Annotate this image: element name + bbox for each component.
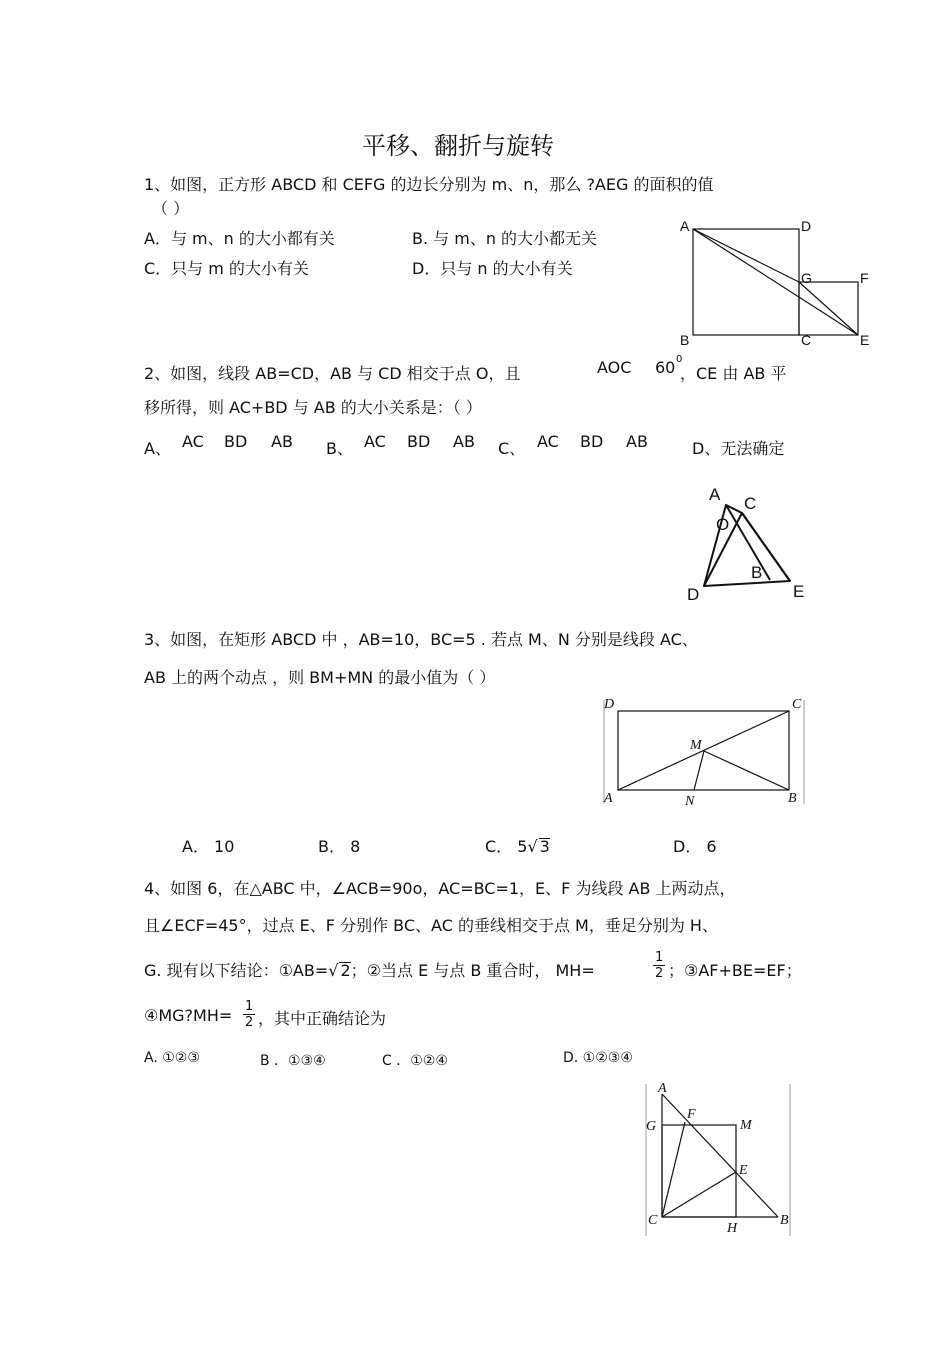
q3-label-c: C [792,697,802,712]
q2-option-b-term1: AC [364,432,386,451]
q4-frac-num: 1 [655,950,664,965]
q4-sqrt-radical: √ [328,961,339,980]
q3-stem-line1: 3、如图，在矩形 ABCD 中 ，AB=10，BC=5 . 若点 M、N 分别是线段 AC、 [144,630,698,649]
q3-stem-line2: AB 上的两个动点 ，则 BM+MN 的最小值为（ ） [144,668,496,687]
q4-stem-line3 [144,958,595,981]
q4-frac2-num: 1 [245,999,254,1014]
q3-option-a: A． 10 [182,837,235,856]
q2-figure [680,480,810,605]
page-title: 平移、翻折与旋转 [362,132,554,160]
q1-label-b: B [680,332,690,348]
q4-label-f: F [687,1107,696,1122]
q2-label-a: A [709,485,721,504]
q2-label-d: D [687,585,700,604]
q2-angle-value: 60 [655,358,676,377]
q2-stem-line2: 移所得，则 AC+BD 与 AB 的大小关系是：（ ） [144,398,482,417]
q4-label-e: E [739,1163,748,1178]
q4-label-h: H [727,1221,738,1236]
q2-option-b-term3: AB [453,432,475,451]
q1-option-a: A．与 m、n 的大小都有关 [144,229,335,248]
q3-label-b: B [788,791,797,806]
q2-option-c-term3: AB [626,432,648,451]
q3-label-n: N [685,794,695,809]
q2-option-b-term2: BD [407,432,431,451]
q2-stem-part2: ，CE 由 AB 平 [680,364,787,383]
square-abcd [693,229,799,335]
q3-figure [598,694,810,812]
q2-label-b: B [751,563,763,582]
q3-label-m: M [690,738,702,753]
q2-label-o: O [716,515,730,534]
q2-option-c-label: C、 [498,439,526,458]
q1-stem-line1: 1、如图，正方形 ABCD 和 CEFG 的边长分别为 m、n，那么 ?AEG 的面积的值 [144,175,714,194]
q2-degree-mark: 0 [676,354,683,365]
q1-option-d: D．只与 n 的大小有关 [412,259,573,278]
q2-option-a-term1: AC [182,432,204,451]
q3-sqrt-radical: √ [527,837,538,856]
q4-frac-den: 2 [655,966,664,981]
q4-option-c: C ．①②④ [382,1053,448,1069]
q3-option-b: B． 8 [318,837,361,856]
q4-sqrt-radicand: 2 [340,961,351,980]
q4-stem-line4-b: ，其中正确结论为 [258,1009,387,1028]
q4-label-b: B [780,1213,789,1228]
q3-option-d: D． 6 [673,837,717,856]
q4-stem-line3-b: ；②当点 E 与点 B 重合时， MH= [350,961,595,980]
q4-label-m: M [740,1118,752,1133]
q4-option-d: D. ①②③④ [563,1050,633,1066]
q3-label-d: D [604,697,615,712]
q2-option-c-term2: BD [580,432,604,451]
q2-option-a-term2: BD [224,432,248,451]
q4-stem-line1: 4、如图 6，在△ABC 中，∠ACB=90o，AC=BC=1，E、F 为线段 AB 上两动点， [144,879,736,898]
q1-label-g: G [801,270,812,286]
q1-label-c: C [801,332,812,348]
q4-fraction-mg-mh [243,999,255,1030]
q3-option-c [485,834,550,857]
q2-option-a-label: A、 [144,439,171,458]
q4-option-b: B ．①③④ [260,1053,326,1069]
q2-stem-part1: 2、如图，线段 AB=CD，AB 与 CD 相交于点 O，且 [144,364,521,383]
q2-option-d: D、无法确定 [692,439,785,458]
q4-fraction-mh [653,950,665,981]
q3-label-a: A [604,791,613,806]
q1-stem-line2: （ ） [152,199,190,218]
q4-stem-line4-a: ④MG?MH= [144,1006,233,1025]
q4-stem-line3-c: ；③AF+BE=EF； [668,961,802,980]
q1-label-d: D [801,218,812,234]
q3-sqrt-radicand: 3 [539,837,550,856]
q2-label-e: E [793,582,805,601]
q4-figure [640,1080,796,1240]
q2-option-c-term1: AC [537,432,559,451]
q1-label-a: A [680,218,690,234]
q2-angle-name: AOC [597,358,632,377]
q1-label-e: E [860,332,870,348]
q1-option-c: C．只与 m 的大小有关 [144,259,309,278]
q1-label-f: F [860,270,869,286]
q4-frac2-den: 2 [245,1015,254,1030]
q4-label-c: C [648,1213,658,1228]
q2-option-b-label: B、 [326,439,353,458]
q4-stem-line3-a: G. 现有以下结论：①AB= [144,961,329,980]
q2-label-c: C [744,494,757,513]
q3-option-c-prefix: C． 5 [485,837,528,856]
q4-stem-line2: 且∠ECF=45°，过点 E、F 分别作 BC、AC 的垂线相交于点 M，垂足分别为 H、 [144,916,718,935]
q2-option-a-term3: AB [271,432,293,451]
q1-option-b: B. 与 m、n 的大小都无关 [412,229,598,248]
q4-label-a: A [658,1081,667,1096]
q4-option-a: A. ①②③ [144,1050,200,1066]
q1-figure [672,214,882,350]
q4-label-g: G [646,1119,657,1134]
